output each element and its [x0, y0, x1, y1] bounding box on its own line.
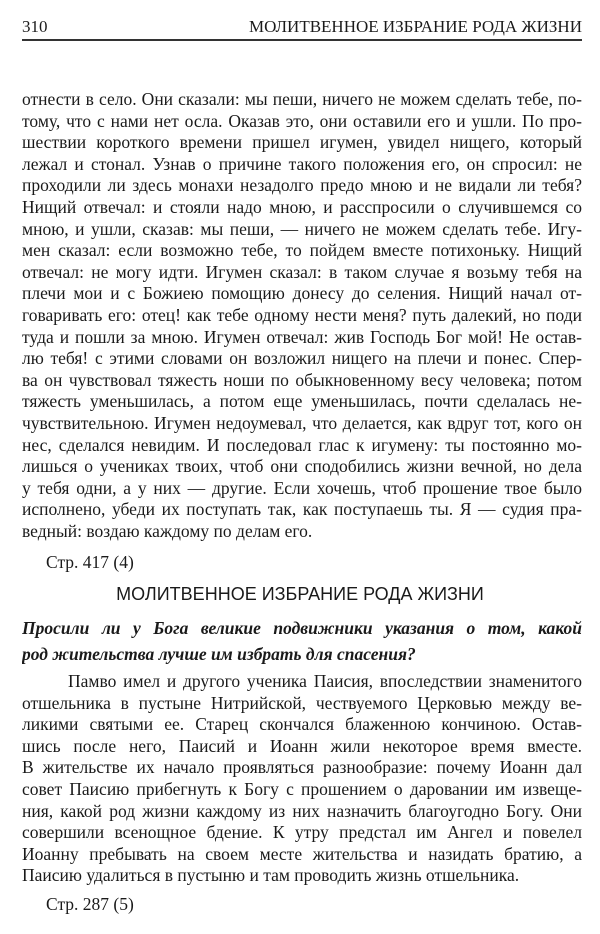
text-line: Просили ли у Бога великие подвижники указания о том, какой — [22, 618, 582, 638]
text-line: говаривать его: отец! как тебе одному нести меня? путь далекий, но поди — [22, 304, 582, 325]
page-number: 310 — [22, 17, 48, 36]
text-line: шествии короткого времени пришел игумен, увидел нищего, который — [22, 132, 582, 153]
text-line: ния, какой род жизни каждому из них назначить благоугодно Богу. Они — [22, 800, 582, 821]
text-line: В жительстве их начало проявляться разнообразие: почему Иоанн дал — [22, 757, 582, 778]
text-line: тому, что с нами нет осла. Оказав это, они оставили его и ушли. По про- — [22, 110, 582, 131]
text-line: лю тебя! с этими словами он возложил нищего на плечи и понес. Спер- — [22, 348, 582, 369]
text-line: ведный: воздаю каждому по делам его. — [22, 520, 313, 541]
text-line: мною, и ушли, сказав: мы пеши, — ничего не можем сделать тебе. Игу- — [22, 218, 582, 239]
text-line: совершили всенощное бдение. К утру предстал им Ангел и повелел — [22, 822, 582, 843]
text-line: Иоанну пребывать на своем месте жительства и назидать братию, а — [22, 843, 582, 864]
text-line: отвечал: не могу идти. Игумен сказал: в таком случае я возьму тебя на — [22, 261, 582, 282]
text-line: род жительства лучше им избрать для спасения? — [22, 644, 416, 664]
text-line: лежал и стонал. Узнав о причине такого положения его, он спросил: не — [22, 153, 582, 174]
text-line: Нищий отвечал: и стояли надо мною, и расспросили о случившемся со — [22, 196, 582, 217]
text-line: туда и пошли за мною. Игумен отвечал: жив Господь Бог мой! Не остав- — [22, 326, 582, 347]
text-line: отнести в село. Они сказали: мы пеши, ничего не можем сделать тебе, по- — [22, 89, 582, 109]
text-line: ликими святыми ее. Старец скончался блаженною кончиною. Остав- — [22, 714, 582, 735]
page-header — [22, 10, 582, 41]
section-title: МОЛИТВЕННОЕ ИЗБРАНИЕ РОДА ЖИЗНИ — [116, 584, 484, 604]
text-line: лишься о учениках твоих, чтоб они сподобились жизни вечной, но дела — [22, 456, 582, 477]
text-line: отшельника в пустыне Нитрийской, чествуемого Церковью между ве- — [22, 692, 582, 713]
text-line: совет Паисию прибегнуть к Богу с прошением о даровании им извеще- — [22, 778, 582, 799]
text-line: Паисию удалиться в пустыню и там проводить жизнь отшельника. — [22, 865, 520, 886]
reference-1: Стр. 417 (4) — [46, 552, 134, 572]
text-line: проходили ли здесь монахи незадолго предо мною и не видали ли тебя? — [22, 175, 582, 196]
text-line: мен сказал: если возможно тебе, то пойдем вместе потихоньку. Нищий — [22, 240, 582, 261]
text-line: тяжесть уменьшилась, а потом еще уменьшилась, почти сделалась не- — [22, 391, 582, 412]
question-heading — [22, 615, 582, 667]
text-line: исполнено, убеди их поступать так, как поступаешь ты. Я — судия пра- — [22, 499, 582, 520]
text-line: чувствительною. Игумен недоумевал, что делается, как вдруг тот, кого он — [22, 412, 582, 433]
text-line: плечи мои и с Божиею помощию донесу до селения. Нищий начал от- — [22, 283, 582, 304]
paragraph-2 — [22, 671, 582, 887]
text-line: у тебя одни, а у них — другие. Если хочешь, чтоб прошение твое было — [22, 477, 582, 498]
text-line: ва он чувствовал тяжесть ноши по обыкновенному весу человека; потом — [22, 369, 582, 390]
text-line: нес, сделался невидим. И последовал глас к игумену: ты постоянно мо- — [22, 434, 582, 455]
text-line: шись после него, Паисий и Иоанн жили некоторое время вместе. — [22, 735, 582, 756]
text-line: Памво имел и другого ученика Паисия, впоследствии знаменитого — [68, 671, 582, 691]
reference-2: Стр. 287 (5) — [46, 894, 134, 914]
running-title: МОЛИТВЕННОЕ ИЗБРАНИЕ РОДА ЖИЗНИ — [248, 17, 582, 36]
paragraph-1 — [22, 89, 582, 542]
